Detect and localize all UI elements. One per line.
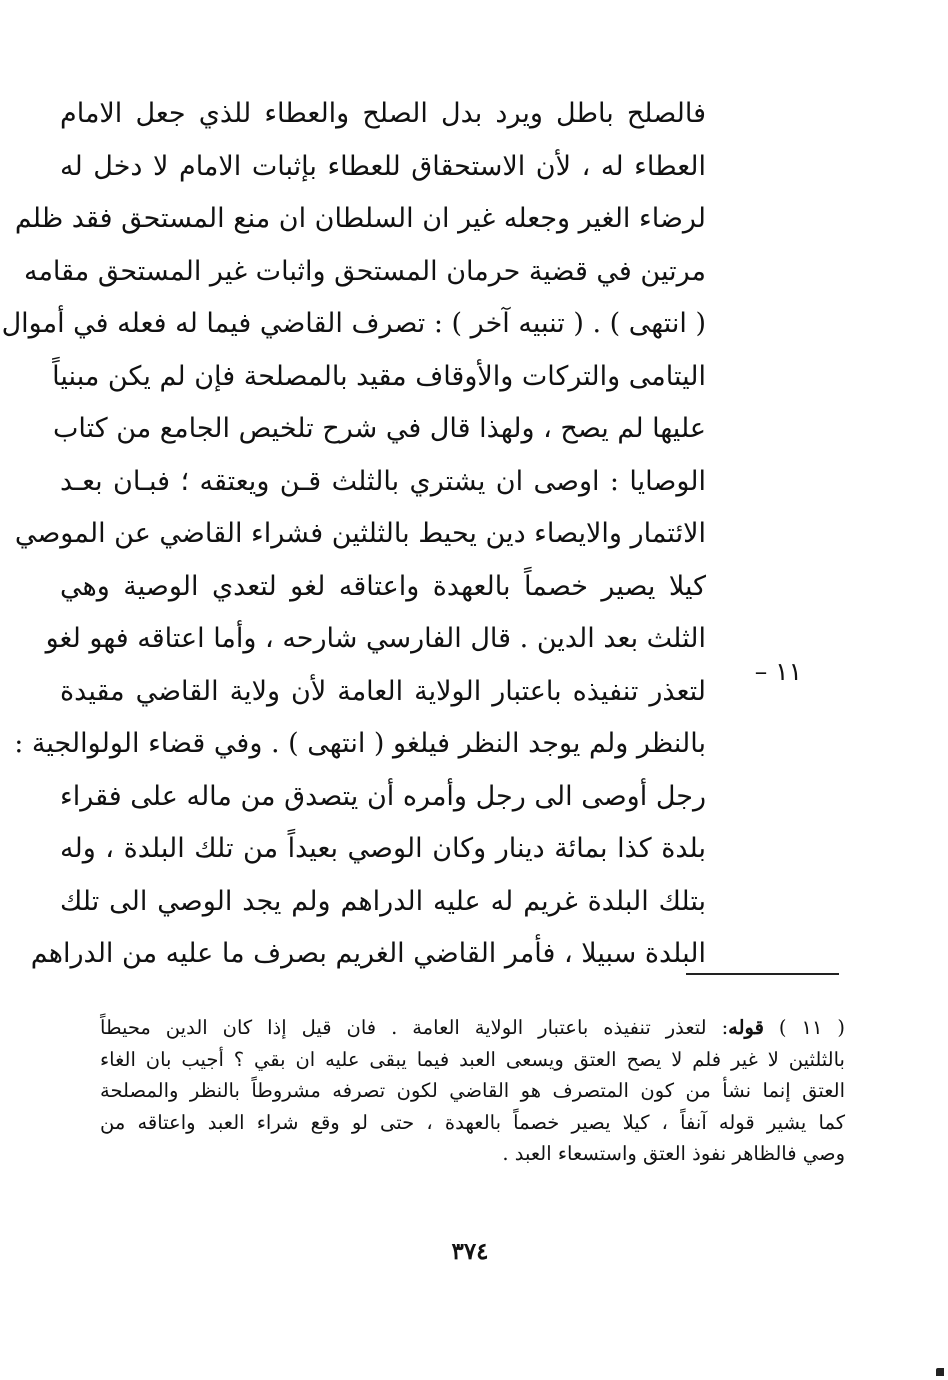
body-line: رجل أوصى الى رجل وأمره أن يتصدق من ماله على فقراء: [60, 780, 706, 812]
margin-note-number: ١١ –: [754, 657, 802, 686]
body-line: لتعذر تنفيذه باعتبار الولاية العامة لأن ولاية القاضي مقيدة: [60, 675, 706, 707]
footnote-first-line: [100, 1012, 845, 1044]
footnote-line: كما يشير قوله آنفاً ، كيلا يصير خصماً بالعهدة ، حتى لو وقع شراء العبد واعتاقه من: [100, 1110, 845, 1134]
body-line: مرتين في قضية حرمان المستحق واثبات غير المستحق مقامه: [23, 255, 706, 287]
body-line: الائتمار والايصاء دين يحيط بالثلثين فشراء القاضي عن الموصي: [14, 518, 706, 549]
footnote-first-line-text: : لتعذر تنفيذه باعتبار الولاية العامة . فان قيل إذا كان الدين محيطاً: [100, 1016, 729, 1039]
body-line: ( انتهى ) . ( تنبيه آخر ) : تصرف القاضي فيما له فعله في أموال: [1, 308, 706, 339]
footnote-divider: [686, 973, 839, 975]
footnote-label: قوله: [728, 1016, 764, 1039]
body-line: البلدة سبيلا ، فأمر القاضي الغريم بصرف ما عليه من الدراهم: [30, 938, 706, 969]
body-line: عليها لم يصح ، ولهذا قال في شرح تلخيص الجامع من كتاب: [52, 413, 706, 444]
footnote-line: وصي فالظاهر نفوذ العتق واستسعاء العبد .: [502, 1142, 845, 1165]
body-line: بلدة كذا بمائة دينار وكان الوصي بعيداً من تلك البلدة ، وله: [60, 833, 706, 864]
body-line: بتلك البلدة غريم له عليه الدراهم ولم يجد الوصي الى تلك: [60, 885, 706, 917]
page-number: ٣٧٤: [451, 1238, 489, 1265]
main-text-block: [1, 88, 706, 981]
body-line: فالصلح باطل ويرد بدل الصلح والعطاء للذي جعل الامام: [60, 98, 706, 129]
footnote-line: العتق إنما نشأ من كون المتصرف هو القاضي لكون تصرفه مشروطاً بالنظر والمصلحة: [100, 1079, 845, 1102]
body-line: العطاء له ، لأن الاستحقاق للعطاء بإثبات الامام لا دخل له: [60, 150, 706, 182]
body-line: اليتامى والتركات والأوقاف مقيد بالمصلحة فإن لم يكن مبنياً: [52, 360, 706, 392]
body-line: بالنظر ولم يوجد النظر فيلغو ( انتهى ) . وفي قضاء الولوالجية :: [14, 728, 706, 759]
body-line: لرضاء الغير وجعله غير ان السلطان ان منع المستحق فقد ظلم: [14, 203, 706, 234]
scan-edge-mark: [936, 1368, 944, 1376]
body-line: الوصايا : اوصى ان يشتري بالثلث قـن ويعتقه ؛ فبـان بعـد: [60, 465, 706, 497]
body-line: كيلا يصير خصماً بالعهدة واعتاقه لغو لتعدي الوصية وهي: [60, 570, 706, 602]
footnote-block: [100, 1012, 845, 1170]
body-line: الثلث بعد الدين . قال الفارسي شارحه ، وأما اعتاقه فهو لغو: [45, 623, 706, 654]
footnote-line: بالثلثين لا غير فلم لا يصح العتق ويسعى العبد فيما يبقى عليه ان بقي ؟ أجيب بان الغاء: [100, 1047, 845, 1071]
footnote-marker: ( ١١ ): [778, 1016, 845, 1039]
